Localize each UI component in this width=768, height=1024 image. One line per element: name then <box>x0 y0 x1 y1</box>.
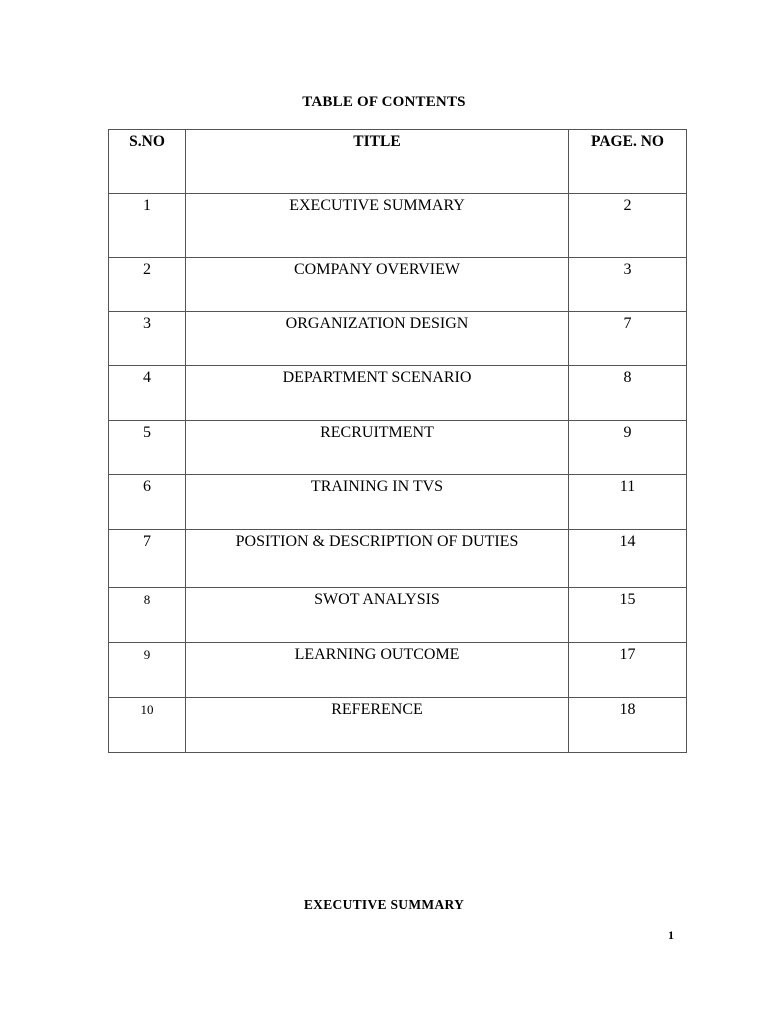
table-row <box>109 421 687 475</box>
row-sno: 3 <box>109 312 186 366</box>
row-title: SWOT ANALYSIS <box>186 588 569 643</box>
row-page: 14 <box>569 530 687 588</box>
row-page: 17 <box>569 643 687 698</box>
row-title: RECRUITMENT <box>186 421 569 475</box>
table-of-contents <box>108 129 687 753</box>
page-title: TABLE OF CONTENTS <box>302 94 466 110</box>
row-page: 3 <box>569 258 687 312</box>
row-page: 7 <box>569 312 687 366</box>
row-sno: 6 <box>109 475 186 530</box>
row-page: 9 <box>569 421 687 475</box>
row-title: POSITION & DESCRIPTION OF DUTIES <box>186 530 569 588</box>
table-row <box>109 194 687 258</box>
column-header-title: TITLE <box>186 130 569 194</box>
row-page: 18 <box>569 698 687 753</box>
row-page: 8 <box>569 366 687 421</box>
table-row <box>109 312 687 366</box>
row-sno: 1 <box>109 194 186 258</box>
row-sno: 9 <box>109 643 186 698</box>
row-title: COMPANY OVERVIEW <box>186 258 569 312</box>
table-row <box>109 588 687 643</box>
row-sno: 8 <box>109 588 186 643</box>
row-title: REFERENCE <box>186 698 569 753</box>
row-page: 2 <box>569 194 687 258</box>
row-sno: 7 <box>109 530 186 588</box>
row-title: LEARNING OUTCOME <box>186 643 569 698</box>
section-heading: EXECUTIVE SUMMARY <box>303 897 465 912</box>
row-sno: 10 <box>109 698 186 753</box>
table-row <box>109 475 687 530</box>
table-row <box>109 366 687 421</box>
table-row <box>109 643 687 698</box>
column-header-sno: S.NO <box>109 130 186 194</box>
row-page: 11 <box>569 475 687 530</box>
table-header-row <box>109 130 687 194</box>
row-sno: 2 <box>109 258 186 312</box>
row-title: TRAINING IN TVS <box>186 475 569 530</box>
row-sno: 4 <box>109 366 186 421</box>
table-row <box>109 698 687 753</box>
row-title: DEPARTMENT SCENARIO <box>186 366 569 421</box>
row-page: 15 <box>569 588 687 643</box>
table-row <box>109 258 687 312</box>
column-header-page: PAGE. NO <box>569 130 687 194</box>
row-title: ORGANIZATION DESIGN <box>186 312 569 366</box>
row-title: EXECUTIVE SUMMARY <box>186 194 569 258</box>
table-row <box>109 530 687 588</box>
page-number: 1 <box>668 928 674 942</box>
row-sno: 5 <box>109 421 186 475</box>
